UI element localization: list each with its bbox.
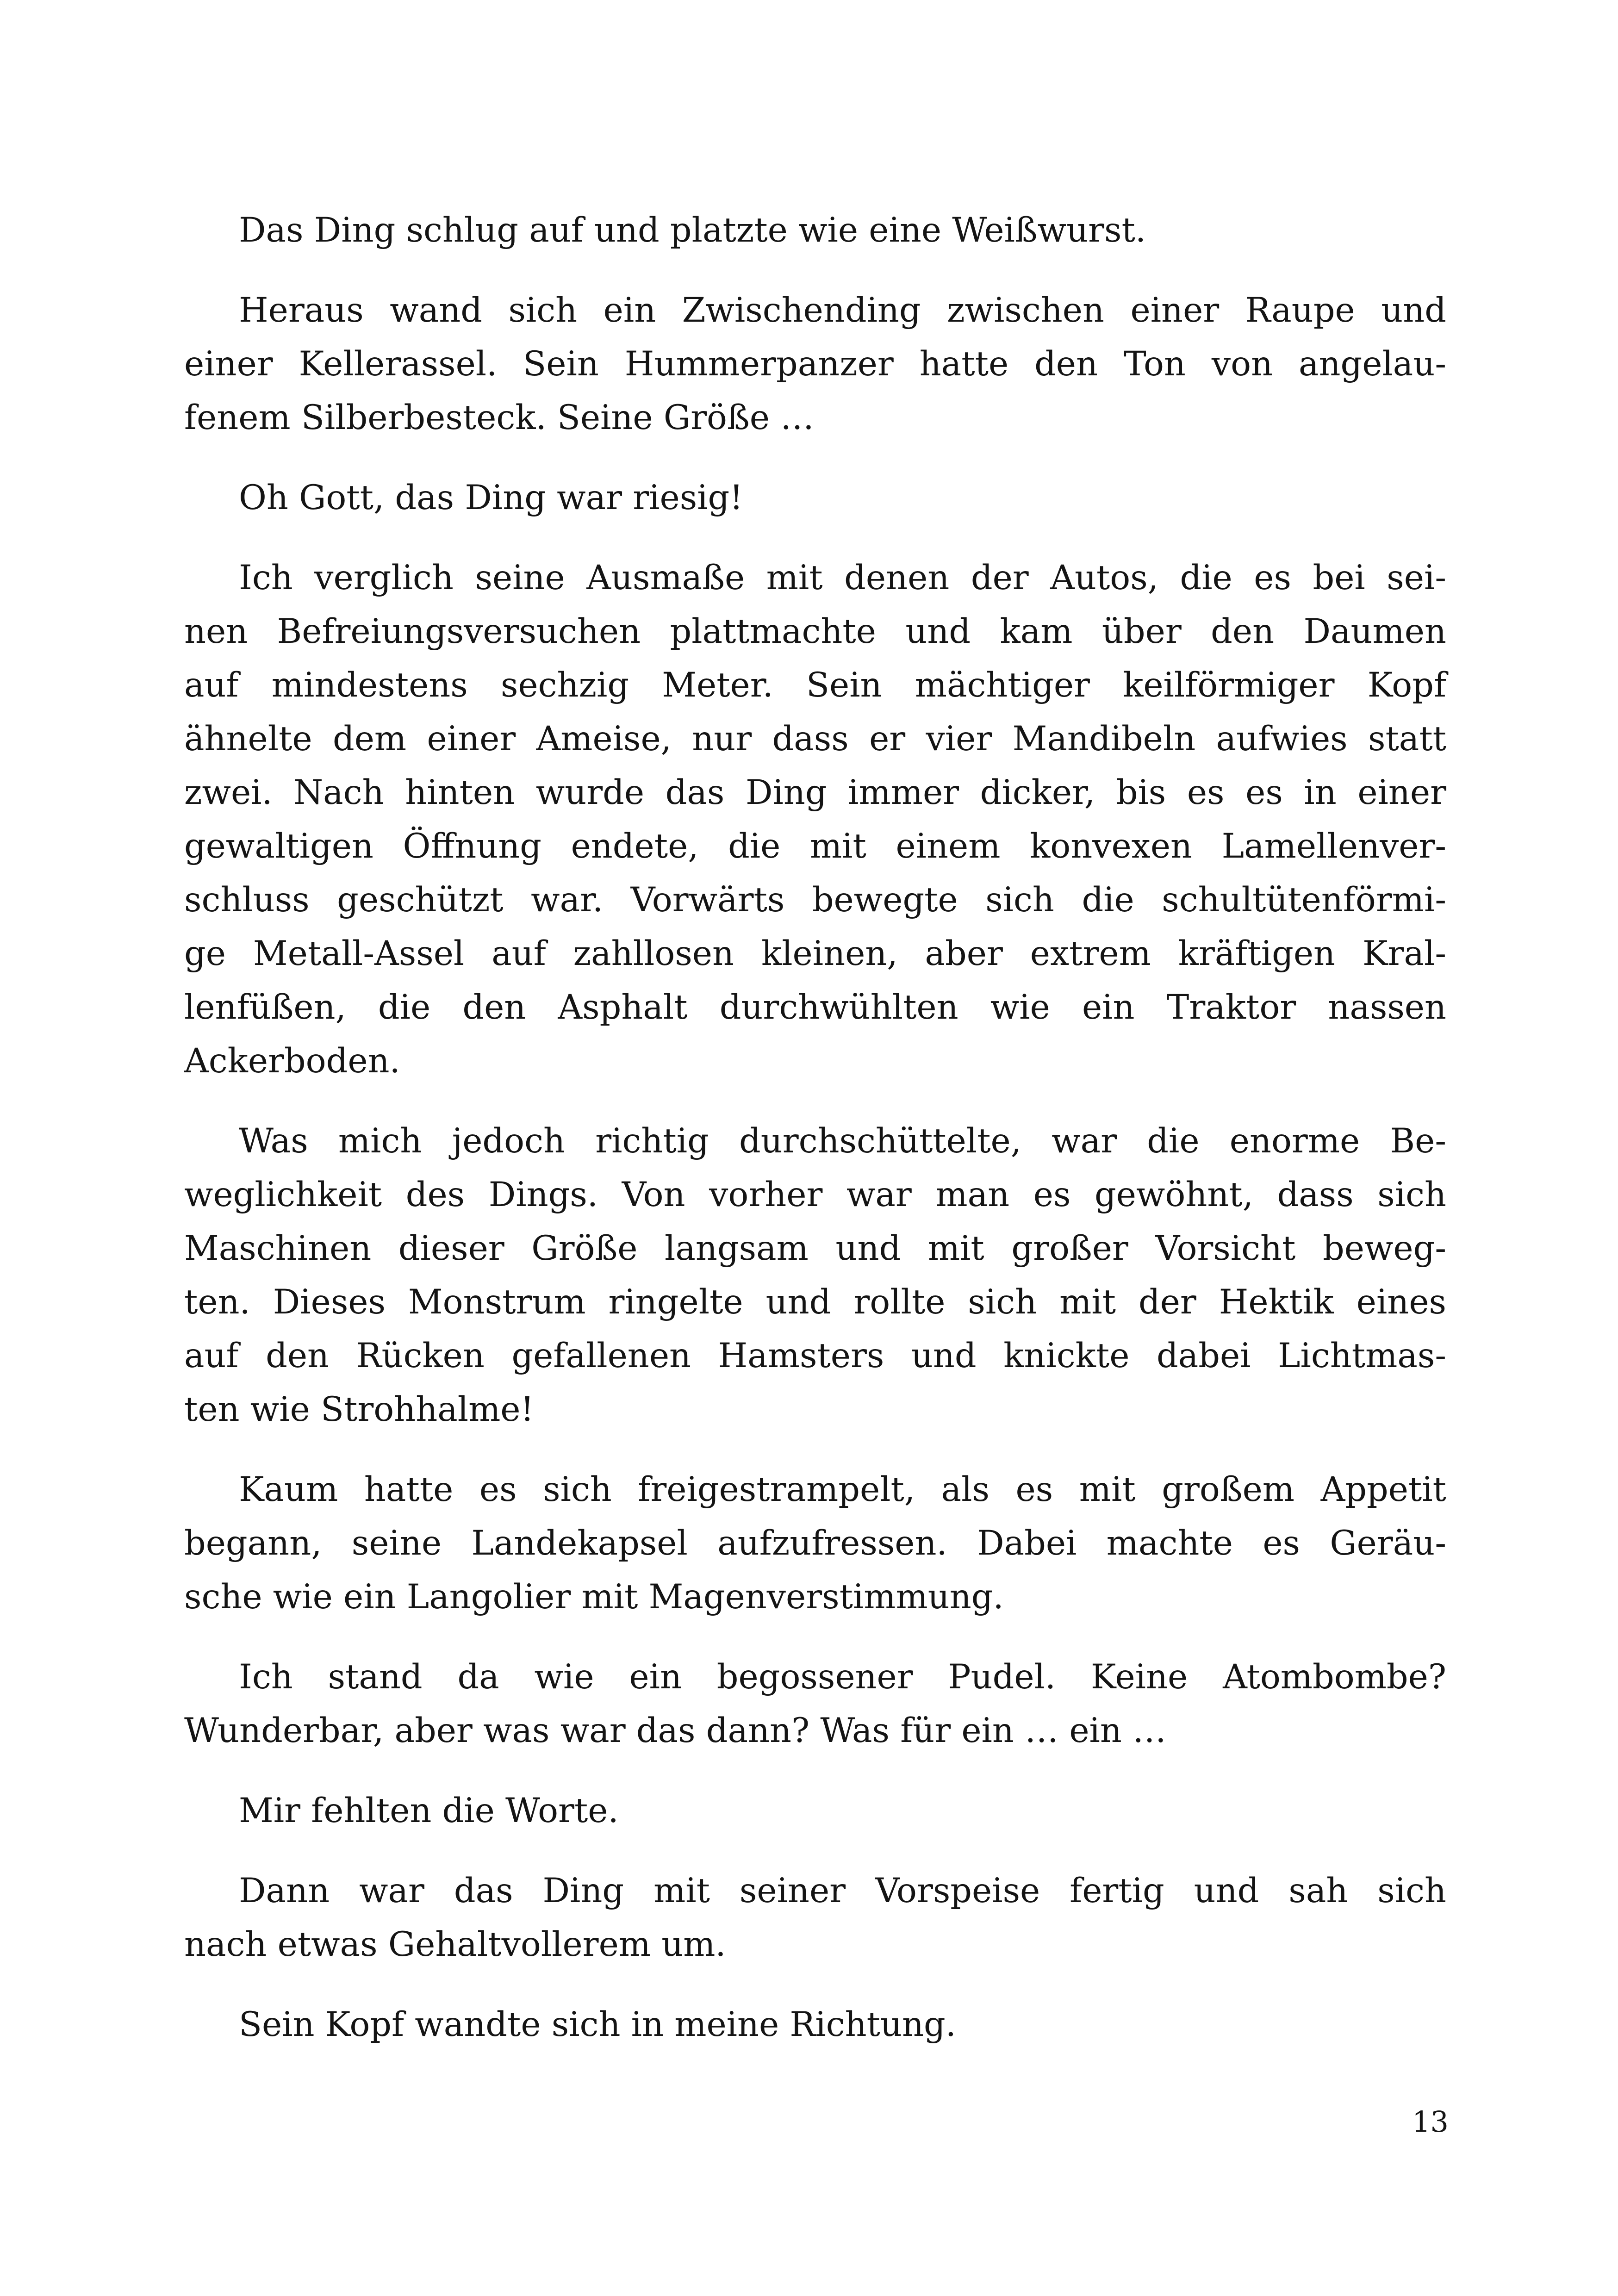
text-line: fenem Silberbesteck. Seine Größe … [184, 398, 815, 437]
text-line: begann, seine Landekapsel aufzufressen. Dabei machte es Geräu- [184, 1524, 1446, 1563]
paragraph [184, 1114, 1446, 1437]
paragraph [184, 1998, 1446, 2052]
text-line: Ich verglich seine Ausmaße mit denen der Autos, die es bei sei- [239, 558, 1446, 597]
text-line: weglichkeit des Dings. Von vorher war man es gewöhnt, dass sich [184, 1175, 1446, 1214]
text-line: Dann war das Ding mit seiner Vorspeise fertig und sah sich [239, 1871, 1446, 1910]
body-text [184, 204, 1446, 2078]
paragraph [184, 471, 1446, 525]
text-line: Sein Kopf wandte sich in meine Richtung. [239, 2005, 956, 2044]
text-line: Das Ding schlug auf und platzte wie eine Weißwurst. [239, 211, 1146, 250]
text-line: schluss geschützt war. Vorwärts bewegte sich die schultütenförmi- [184, 880, 1446, 920]
text-line: ähnelte dem einer Ameise, nur dass er vier Mandibeln aufwies statt [184, 719, 1446, 759]
text-line: nen Befreiungsversuchen plattmachte und kam über den Daumen [184, 612, 1446, 651]
paragraph [184, 1864, 1446, 1972]
paragraph [184, 551, 1446, 1088]
text-line: Maschinen dieser Größe langsam und mit großer Vorsicht beweg- [184, 1229, 1446, 1268]
text-line: Kaum hatte es sich freigestrampelt, als es mit großem Appetit [239, 1470, 1446, 1509]
text-line: zwei. Nach hinten wurde das Ding immer dicker, bis es es in einer [184, 773, 1446, 812]
text-line: sche wie ein Langolier mit Magenverstimmung. [184, 1577, 1004, 1617]
paragraph [184, 1650, 1446, 1758]
text-line: lenfüßen, die den Asphalt durchwühlten wie ein Traktor nassen [184, 988, 1446, 1027]
text-line: ten wie Strohhalme! [184, 1390, 534, 1429]
text-line: auf mindestens sechzig Meter. Sein mächtiger keilförmiger Kopf [184, 666, 1446, 705]
text-line: Oh Gott, das Ding war riesig! [239, 478, 743, 517]
text-line: ge Metall-Assel auf zahllosen kleinen, aber extrem kräftigen Kral- [184, 934, 1446, 973]
text-line: Heraus wand sich ein Zwischending zwischen einer Raupe und [239, 291, 1446, 330]
text-line: einer Kellerassel. Sein Hummerpanzer hatte den Ton von angelau- [184, 344, 1446, 384]
text-line: Mir fehlten die Worte. [239, 1791, 619, 1830]
paragraph [184, 284, 1446, 445]
text-line: auf den Rücken gefallenen Hamsters und knickte dabei Lichtmas- [184, 1336, 1446, 1375]
text-line: gewaltigen Öffnung endete, die mit einem konvexen Lamellenver- [184, 827, 1446, 866]
page-number: 13 [1412, 2105, 1449, 2139]
text-line: ten. Dieses Monstrum ringelte und rollte sich mit der Hektik eines [184, 1282, 1446, 1322]
text-line: Wunderbar, aber was war das dann? Was für ein … ein … [184, 1711, 1167, 1750]
paragraph [184, 1784, 1446, 1838]
text-line: Was mich jedoch richtig durchschüttelte, war die enorme Be- [239, 1121, 1446, 1161]
text-line: nach etwas Gehaltvollerem um. [184, 1925, 726, 1964]
text-line: Ackerboden. [184, 1041, 400, 1081]
text-line: Ich stand da wie ein begossener Pudel. Keine Atombombe? [239, 1657, 1446, 1697]
paragraph [184, 1463, 1446, 1624]
paragraph [184, 204, 1446, 257]
